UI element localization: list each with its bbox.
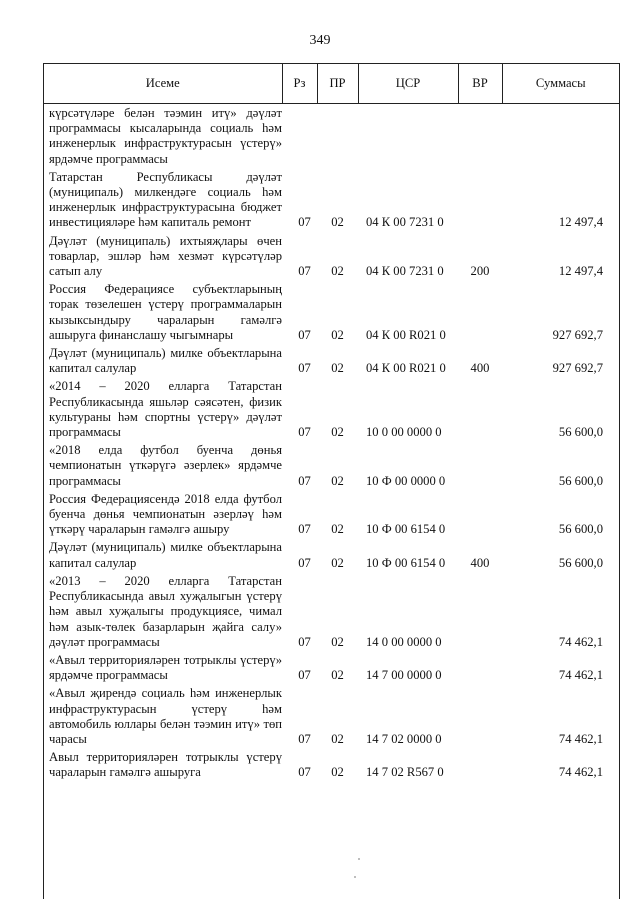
- row-pr: 02: [331, 634, 344, 649]
- header-row: [44, 64, 619, 104]
- table-row: [44, 571, 619, 650]
- table-row: [44, 683, 619, 747]
- row-pr: 02: [331, 522, 344, 537]
- table-row: [44, 650, 619, 683]
- row-vr: [458, 489, 502, 538]
- row-pr: 02: [331, 765, 344, 780]
- row-vr: [458, 571, 502, 650]
- row-sum: 56 600,0: [558, 425, 603, 440]
- row-name: Татарстан Республикасы дәүләт (муниципаль) милкендәге социаль һәм инженерлык инфраструктурасына бюджет инвестицияләре һәм капиталь ремонт: [49, 169, 282, 230]
- table-row: [44, 167, 619, 231]
- row-rz: 07: [298, 555, 311, 570]
- row-rz: 07: [298, 731, 311, 746]
- row-vr: [458, 167, 502, 231]
- table-row: [44, 104, 619, 167]
- row-vr: 400: [470, 361, 490, 376]
- row-pr: 02: [331, 264, 344, 279]
- row-name: «Авыл территорияләрен тотрыклы үстерү» ярдәмче программасы: [49, 652, 282, 683]
- row-sum: 927 692,7: [552, 361, 603, 376]
- row-csr: 04 К 00 R021 0: [366, 327, 446, 342]
- row-csr: 04 К 00 7231 0: [366, 264, 444, 279]
- row-pr: 02: [331, 425, 344, 440]
- row-csr: [358, 104, 458, 167]
- row-sum: 56 600,0: [558, 555, 603, 570]
- row-csr: 10 Ф 00 6154 0: [366, 522, 446, 537]
- table-row: [44, 279, 619, 343]
- table-row: [44, 343, 619, 376]
- row-name: Дәүләт (муниципаль) милке объектларына капитал салулар: [49, 346, 282, 376]
- row-pr: [317, 104, 358, 167]
- row-csr: 10 0 00 0000 0: [366, 425, 442, 440]
- row-name: «2013 – 2020 елларга Татарстан Республикасында авыл хуҗалыгын үстерү һәм авыл хуҗалыгы продукциясе, чимал һәм азык-төлек базарларын җайга салу» дәүләт программасы: [49, 573, 282, 649]
- table-row: [44, 231, 619, 280]
- row-name: Россия Федерациясе субъектларының торак төзелешен үстерү программаларын кызыксындыру чараларын гамәлгә ашыруга финанслашу чыгымнары: [49, 282, 282, 342]
- scan-speck: [358, 858, 360, 860]
- row-rz: 07: [298, 522, 311, 537]
- header-pr: ПР: [317, 64, 358, 104]
- row-name: Россия Федерациясендә 2018 елда футбол буенча дөнья чемпионатын әзерләү һәм үткәрү чараларын гамәлгә ашыру: [49, 491, 282, 537]
- row-rz: [282, 104, 317, 167]
- row-vr: [458, 376, 502, 440]
- row-rz: 07: [298, 668, 311, 683]
- row-pr: 02: [331, 215, 344, 230]
- row-rz: 07: [298, 264, 311, 279]
- row-vr: [458, 440, 502, 489]
- row-rz: 07: [298, 327, 311, 342]
- row-csr: 14 7 02 0000 0: [366, 731, 442, 746]
- row-sum: [502, 104, 619, 167]
- row-name: күрсәтүләре белән тәэмин итү» дәүләт программасы кысаларында социаль һәм инженерлык инфраструктурасын үстерү» ярдәмче программасы: [49, 106, 282, 166]
- table-row: [44, 537, 619, 570]
- row-rz: 07: [298, 765, 311, 780]
- row-sum: 56 600,0: [558, 522, 603, 537]
- row-sum: 12 497,4: [558, 264, 603, 279]
- row-sum: 74 462,1: [558, 765, 603, 780]
- table-row: [44, 489, 619, 538]
- row-pr: 02: [331, 555, 344, 570]
- row-pr: 02: [331, 473, 344, 488]
- row-csr: 14 0 00 0000 0: [366, 634, 442, 649]
- row-name: «2018 елда футбол буенча дөнья чемпионатын үткәрүгә әзерлек» ярдәмче программасы: [49, 443, 282, 488]
- row-csr: 04 К 00 R021 0: [366, 361, 446, 376]
- row-rz: 07: [298, 473, 311, 488]
- header-rz: Рз: [282, 64, 317, 104]
- header-name: Исеме: [44, 64, 282, 104]
- table-header: [44, 64, 619, 104]
- header-csr: ЦСР: [358, 64, 458, 104]
- page-number: 349: [309, 33, 331, 48]
- table-row: [44, 440, 619, 489]
- row-name: «Авыл җирендә социаль һәм инженерлык инфраструктурасын үстерү һәм автомобиль юллары белән тәэмин итү» төп чарасы: [49, 686, 282, 746]
- row-csr: 04 К 00 7231 0: [366, 215, 444, 230]
- header-sum: Суммасы: [502, 64, 619, 104]
- row-vr: [458, 683, 502, 747]
- budget-table: [44, 64, 619, 781]
- row-pr: 02: [331, 327, 344, 342]
- row-name: «2014 – 2020 елларга Татарстан Республикасында яшьләр сәясәтен, физик культураны һәм спортны үстерү» дәүләт программасы: [49, 379, 282, 440]
- row-vr: [458, 650, 502, 683]
- row-sum: 74 462,1: [558, 731, 603, 746]
- scan-speck: [354, 876, 356, 878]
- row-name: Дәүләт (муниципаль) милке объектларына капитал салулар: [49, 540, 282, 570]
- row-rz: 07: [298, 634, 311, 649]
- row-csr: 14 7 00 0000 0: [366, 668, 442, 683]
- table-body: [44, 104, 619, 781]
- table-row: [44, 376, 619, 440]
- table-row: [44, 747, 619, 780]
- row-rz: 07: [298, 361, 311, 376]
- row-vr: [458, 104, 502, 167]
- row-name: Авыл территорияләрен тотрыклы үстерү чараларын гамәлгә ашыруга: [49, 750, 282, 780]
- row-rz: 07: [298, 215, 311, 230]
- row-vr: 200: [470, 264, 490, 279]
- row-csr: 10 Ф 00 0000 0: [366, 473, 446, 488]
- budget-table-frame: [43, 63, 620, 899]
- row-sum: 12 497,4: [558, 215, 603, 230]
- row-sum: 927 692,7: [552, 327, 603, 342]
- row-csr: 14 7 02 R567 0: [366, 765, 444, 780]
- row-pr: 02: [331, 731, 344, 746]
- row-rz: 07: [298, 425, 311, 440]
- row-pr: 02: [331, 361, 344, 376]
- row-vr: [458, 279, 502, 343]
- row-vr: 400: [470, 555, 490, 570]
- row-csr: 10 Ф 00 6154 0: [366, 555, 446, 570]
- row-pr: 02: [331, 668, 344, 683]
- row-sum: 74 462,1: [558, 634, 603, 649]
- row-vr: [458, 747, 502, 780]
- header-vr: ВР: [458, 64, 502, 104]
- row-sum: 56 600,0: [558, 473, 603, 488]
- row-name: Дәүләт (муниципаль) ихтыяҗлары өчен товарлар, эшләр һәм хезмәт күрсәтүләр сатып алу: [49, 233, 282, 279]
- row-sum: 74 462,1: [558, 668, 603, 683]
